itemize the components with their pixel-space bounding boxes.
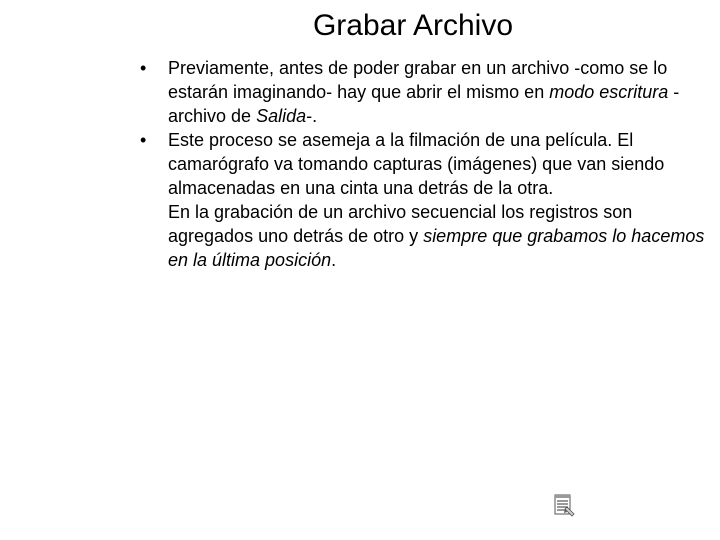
bullet-2-text-part: . <box>331 250 337 270</box>
bullet-1-text-part: Previamente, antes de poder grabar en un archivo -como se lo estarán imaginando- hay que abrir el mismo en <box>168 58 668 102</box>
bullet-1-emphasis-mode: modo escritura <box>549 82 669 102</box>
bullet-1-text-part: -. <box>306 106 318 126</box>
bullet-item-1 <box>138 56 708 128</box>
bullet-1-text-part: -archivo de <box>168 82 680 126</box>
bullet-marker: • <box>140 58 147 78</box>
bullet-2-text-part: Este proceso se asemeja a la filmación de una película. El camarógrafo va tomando capturas (imágenes) que van siendo almacenadas en una cinta una detrás de la otra. <box>168 130 665 198</box>
bullet-1-emphasis-salida: Salida <box>256 106 307 126</box>
bullet-text-2 <box>168 128 708 272</box>
bullet-2-text-part: En la grabación de un archivo secuencial los registros son agregados uno detrás de otro y <box>168 202 633 246</box>
bullet-list <box>138 56 708 272</box>
bullet-item-2 <box>138 128 708 272</box>
slide-title: Grabar Archivo <box>312 9 514 42</box>
bullet-text-1 <box>168 56 708 128</box>
bullet-2-emphasis: siempre que grabamos lo hacemos en la última posición <box>168 226 705 270</box>
bullet-2-continuation <box>168 200 708 272</box>
notes-page-icon[interactable] <box>553 494 577 518</box>
notes-page-icon-graphic <box>553 494 577 518</box>
bullet-marker: • <box>140 130 147 150</box>
